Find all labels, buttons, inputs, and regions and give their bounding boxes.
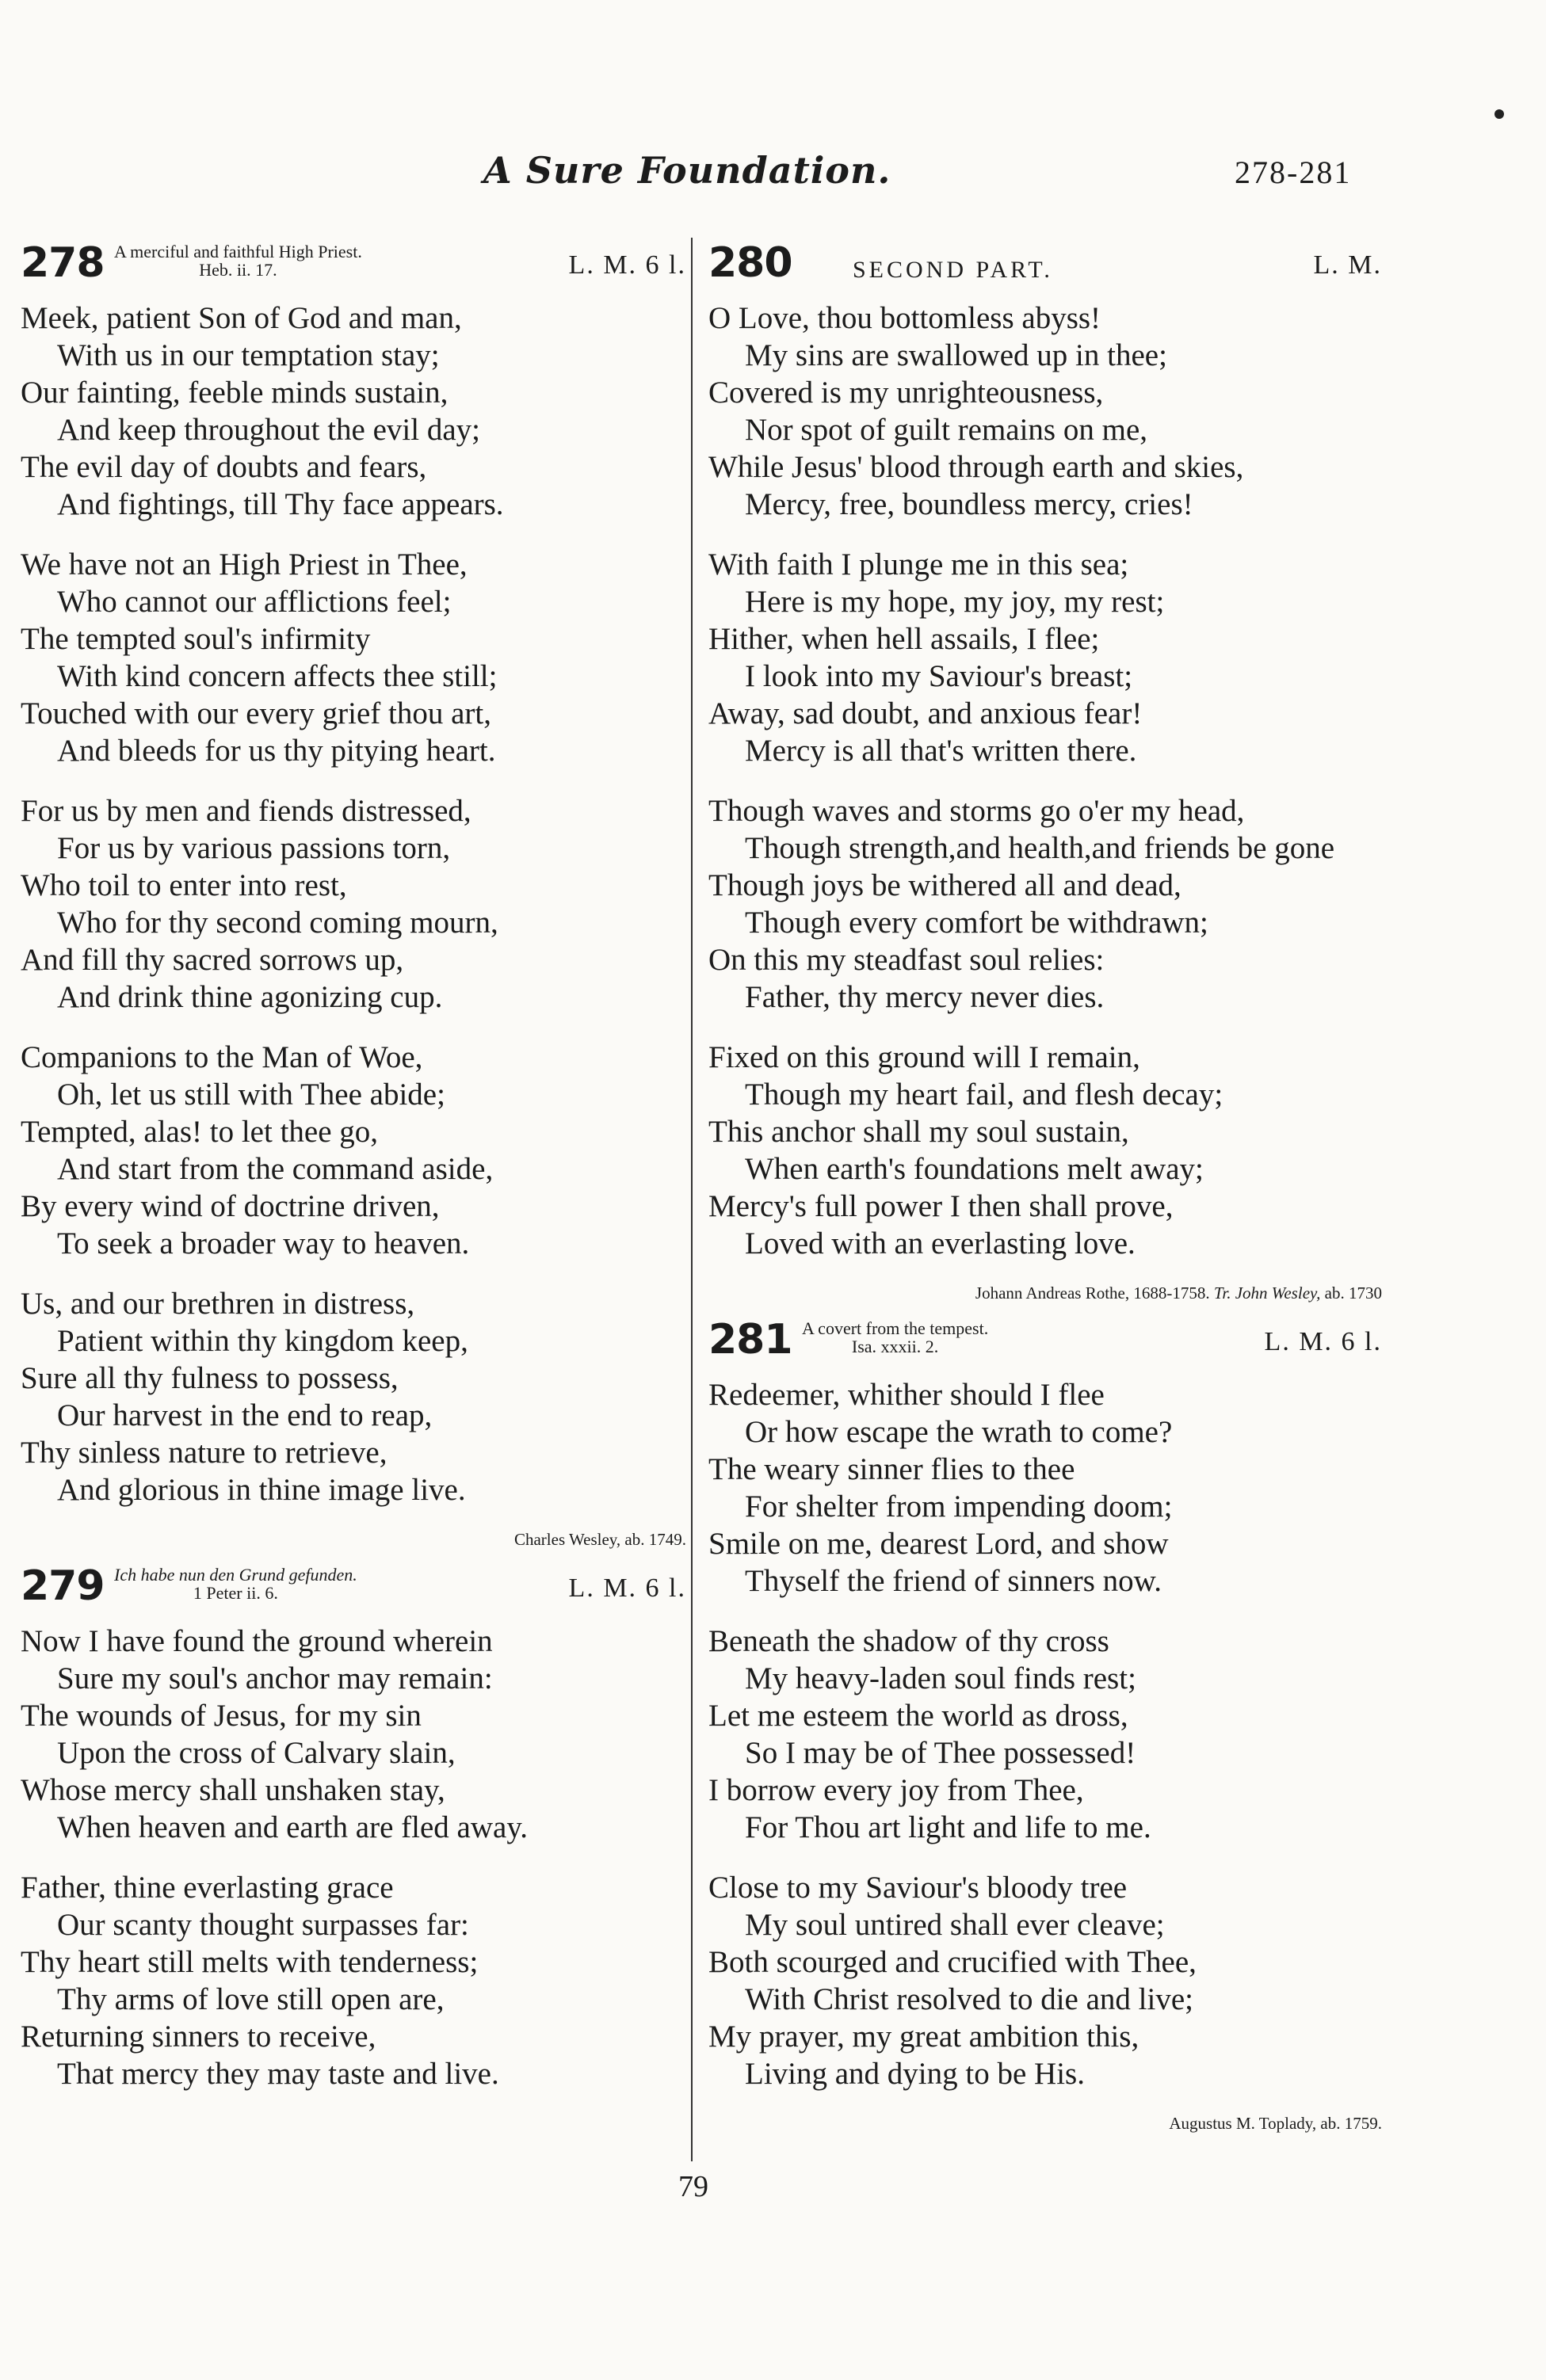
stanza: [708, 299, 1382, 523]
verse-line: My heavy-laden soul finds rest;: [745, 1661, 1136, 1695]
verse-line: The wounds of Jesus, for my sin: [21, 1699, 422, 1733]
verse-line: Who cannot our afflictions feel;: [57, 585, 452, 619]
verse-line: Our fainting, feeble minds sustain,: [21, 376, 449, 410]
translator: Tr. John Wesley,: [1213, 1283, 1321, 1303]
verse-line: For us by various passions torn,: [57, 831, 451, 865]
scripture-ref: 1 Peter ii. 6.: [193, 1583, 278, 1603]
verse-line: Hither, when hell assails, I flee;: [708, 622, 1100, 656]
hymn-meter: L. M. 6 l.: [568, 1573, 686, 1603]
verse-line: O Love, thou bottomless abyss!: [708, 301, 1101, 335]
hymn-meter: L. M. 6 l.: [568, 250, 686, 280]
ink-dot: [1494, 109, 1504, 119]
verse-line: Returning sinners to receive,: [21, 2020, 376, 2054]
hymn-subject-title: A covert from the tempest.: [802, 1318, 989, 1338]
verse-line: With Christ resolved to die and live;: [745, 1982, 1193, 2016]
hymn-header: [708, 1314, 1382, 1376]
verse-line: And fill thy sacred sorrows up,: [21, 943, 404, 977]
stanza: [21, 1039, 686, 1262]
hymn-meter: L. M.: [1313, 250, 1382, 280]
stanza: [708, 1376, 1382, 1600]
hymn-stanzas: [21, 299, 686, 1508]
verse-line: Thy sinless nature to retrieve,: [21, 1436, 387, 1470]
verse-line: Sure all thy fulness to possess,: [21, 1361, 399, 1395]
verse-line: Father, thine everlasting grace: [21, 1871, 394, 1905]
hymn-header: [21, 238, 686, 299]
stanza: [21, 299, 686, 523]
verse-line: Though joys be withered all and dead,: [708, 868, 1181, 902]
verse-line: Away, sad doubt, and anxious fear!: [708, 696, 1143, 730]
stanza: [21, 792, 686, 1016]
verse-line: Though waves and storms go o'er my head,: [708, 794, 1245, 828]
page-title: A Sure Foundation.: [483, 149, 891, 192]
verse-line: For Thou art light and life to me.: [745, 1810, 1151, 1844]
hymn-281: [708, 1314, 1382, 2134]
verse-line: I look into my Saviour's breast;: [745, 659, 1133, 693]
hymn-author: Augustus M. Toplady, ab. 1759.: [1169, 2114, 1382, 2133]
verse-line: And keep throughout the evil day;: [57, 413, 480, 447]
hymn-subject-title: Ich habe nun den Grund gefunden.: [114, 1565, 357, 1585]
verse-line: The weary sinner flies to thee: [708, 1452, 1075, 1486]
verse-line: Living and dying to be His.: [745, 2057, 1085, 2091]
author-name: Johann Andreas Rothe, 1688-1758.: [975, 1283, 1210, 1303]
verse-line: The tempted soul's infirmity: [21, 622, 371, 656]
verse-line: For us by men and fiends distressed,: [21, 794, 471, 828]
verse-line: My prayer, my great ambition this,: [708, 2020, 1139, 2054]
verse-line: This anchor shall my soul sustain,: [708, 1115, 1129, 1149]
hymn-subject: [114, 1566, 357, 1602]
verse-line: Our harvest in the end to reap,: [57, 1398, 433, 1432]
page-header: [0, 149, 1546, 196]
verse-line: Smile on me, dearest Lord, and show: [708, 1527, 1169, 1561]
verse-line: And bleeds for us thy pitying heart.: [57, 734, 496, 768]
verse-line: The evil day of doubts and fears,: [21, 450, 427, 484]
verse-line: And fightings, till Thy face appears.: [57, 487, 504, 521]
verse-line: For shelter from impending doom;: [745, 1489, 1173, 1524]
hymn-range: 278-281: [1235, 154, 1352, 190]
verse-line: When earth's foundations melt away;: [745, 1152, 1204, 1186]
verse-line: Though my heart fail, and flesh decay;: [745, 1077, 1223, 1112]
verse-line: Though every comfort be withdrawn;: [745, 906, 1208, 940]
hymn-header: [21, 1561, 686, 1623]
verse-line: When heaven and earth are fled away.: [57, 1810, 529, 1844]
hymn-279: [21, 1561, 686, 2092]
verse-line: Loved with an everlasting love.: [745, 1226, 1136, 1261]
verse-line: Sure my soul's anchor may remain:: [57, 1661, 493, 1695]
verse-line: Here is my hope, my joy, my rest;: [745, 585, 1165, 619]
verse-line: Mercy, free, boundless mercy, cries!: [745, 487, 1193, 521]
stanza: [21, 1869, 686, 2092]
verse-line: Upon the cross of Calvary slain,: [57, 1736, 456, 1770]
hymn-number: 280: [708, 239, 792, 287]
verse-line: My soul untired shall ever cleave;: [745, 1908, 1165, 1942]
verse-line: And drink thine agonizing cup.: [57, 980, 443, 1014]
verse-line: Our scanty thought surpasses far:: [57, 1908, 469, 1942]
stanza: [21, 546, 686, 769]
verse-line: So I may be of Thee possessed!: [745, 1736, 1136, 1770]
hymn-280: [708, 238, 1382, 1303]
stanza: [708, 1623, 1382, 1846]
verse-line: Though strength,and health,and friends be gone: [745, 831, 1335, 865]
verse-line: Now I have found the ground wherein: [21, 1624, 493, 1658]
right-column: [708, 238, 1382, 2145]
stanza: [21, 1623, 686, 1846]
verse-line: Nor spot of guilt remains on me,: [745, 413, 1148, 447]
part-label: SECOND PART.: [853, 257, 1053, 283]
verse-line: Thy arms of love still open are,: [57, 1982, 445, 2016]
verse-line: Thy heart still melts with tenderness;: [21, 1945, 479, 1979]
left-column: [21, 238, 686, 2115]
verse-line: Meek, patient Son of God and man,: [21, 301, 462, 335]
stanza: [21, 1285, 686, 1508]
verse-line: Companions to the Man of Woe,: [21, 1040, 423, 1074]
hymn-author: [708, 1283, 1382, 1303]
verse-line: Oh, let us still with Thee abide;: [57, 1077, 445, 1112]
verse-line: While Jesus' blood through earth and skies,: [708, 450, 1244, 484]
hymn-number: 279: [21, 1562, 105, 1610]
verse-line: With kind concern affects thee still;: [57, 659, 498, 693]
verse-line: Mercy is all that's written there.: [745, 734, 1137, 768]
verse-line: Tempted, alas! to let thee go,: [21, 1115, 379, 1149]
hymn-number: 281: [708, 1316, 792, 1364]
verse-line: Whose mercy shall unshaken stay,: [21, 1773, 445, 1807]
hymn-stanzas: [708, 299, 1382, 1262]
verse-line: On this my steadfast soul relies:: [708, 943, 1105, 977]
verse-line: Close to my Saviour's bloody tree: [708, 1871, 1128, 1905]
hymn-stanzas: [21, 1623, 686, 2092]
hymn-author: Charles Wesley, ab. 1749.: [513, 1530, 686, 1549]
verse-line: Redeemer, whither should I flee: [708, 1378, 1105, 1412]
page-number: 79: [678, 2170, 708, 2203]
hymn-number: 278: [21, 239, 105, 287]
stanza: [708, 1039, 1382, 1262]
verse-line: By every wind of doctrine driven,: [21, 1189, 440, 1223]
hymn-subject-title: A merciful and faithful High Priest.: [114, 242, 362, 261]
hymn-header: [708, 238, 1382, 299]
verse-line: Patient within thy kingdom keep,: [57, 1324, 468, 1358]
verse-line: My sins are swallowed up in thee;: [745, 338, 1167, 372]
scripture-ref: Isa. xxxii. 2.: [851, 1337, 939, 1356]
verse-line: We have not an High Priest in Thee,: [21, 547, 468, 582]
stanza: [708, 546, 1382, 769]
hymn-278: [21, 238, 686, 1550]
verse-line: Who toil to enter into rest,: [21, 868, 347, 902]
verse-line: Thyself the friend of sinners now.: [745, 1564, 1162, 1598]
verse-line: Who for thy second coming mourn,: [57, 906, 498, 940]
verse-line: To seek a broader way to heaven.: [57, 1226, 470, 1261]
verse-line: With us in our temptation stay;: [57, 338, 440, 372]
verse-line: And start from the command aside,: [57, 1152, 494, 1186]
column-divider: [691, 238, 693, 2161]
verse-line: That mercy they may taste and live.: [57, 2057, 499, 2091]
verse-line: And glorious in thine image live.: [57, 1473, 466, 1507]
stanza: [708, 792, 1382, 1016]
hymn-stanzas: [708, 1376, 1382, 2092]
verse-line: With faith I plunge me in this sea;: [708, 547, 1129, 582]
verse-line: Both scourged and crucified with Thee,: [708, 1945, 1197, 1979]
verse-line: Us, and our brethren in distress,: [21, 1287, 415, 1321]
verse-line: Touched with our every grief thou art,: [21, 696, 491, 730]
verse-line: Covered is my unrighteousness,: [708, 376, 1104, 410]
verse-line: Father, thy mercy never dies.: [745, 980, 1105, 1014]
hymn-meter: L. M. 6 l.: [1264, 1327, 1382, 1356]
verse-line: Or how escape the wrath to come?: [745, 1415, 1173, 1449]
verse-line: I borrow every joy from Thee,: [708, 1773, 1084, 1807]
verse-line: Mercy's full power I then shall prove,: [708, 1189, 1174, 1223]
scripture-ref: Heb. ii. 17.: [199, 260, 277, 280]
stanza: [708, 1869, 1382, 2092]
verse-line: Let me esteem the world as dross,: [708, 1699, 1128, 1733]
hymn-subject: [802, 1319, 988, 1356]
translation-date: ab. 1730: [1324, 1283, 1382, 1303]
verse-line: Fixed on this ground will I remain,: [708, 1040, 1140, 1074]
verse-line: Beneath the shadow of thy cross: [708, 1624, 1109, 1658]
hymn-subject: [114, 242, 362, 279]
